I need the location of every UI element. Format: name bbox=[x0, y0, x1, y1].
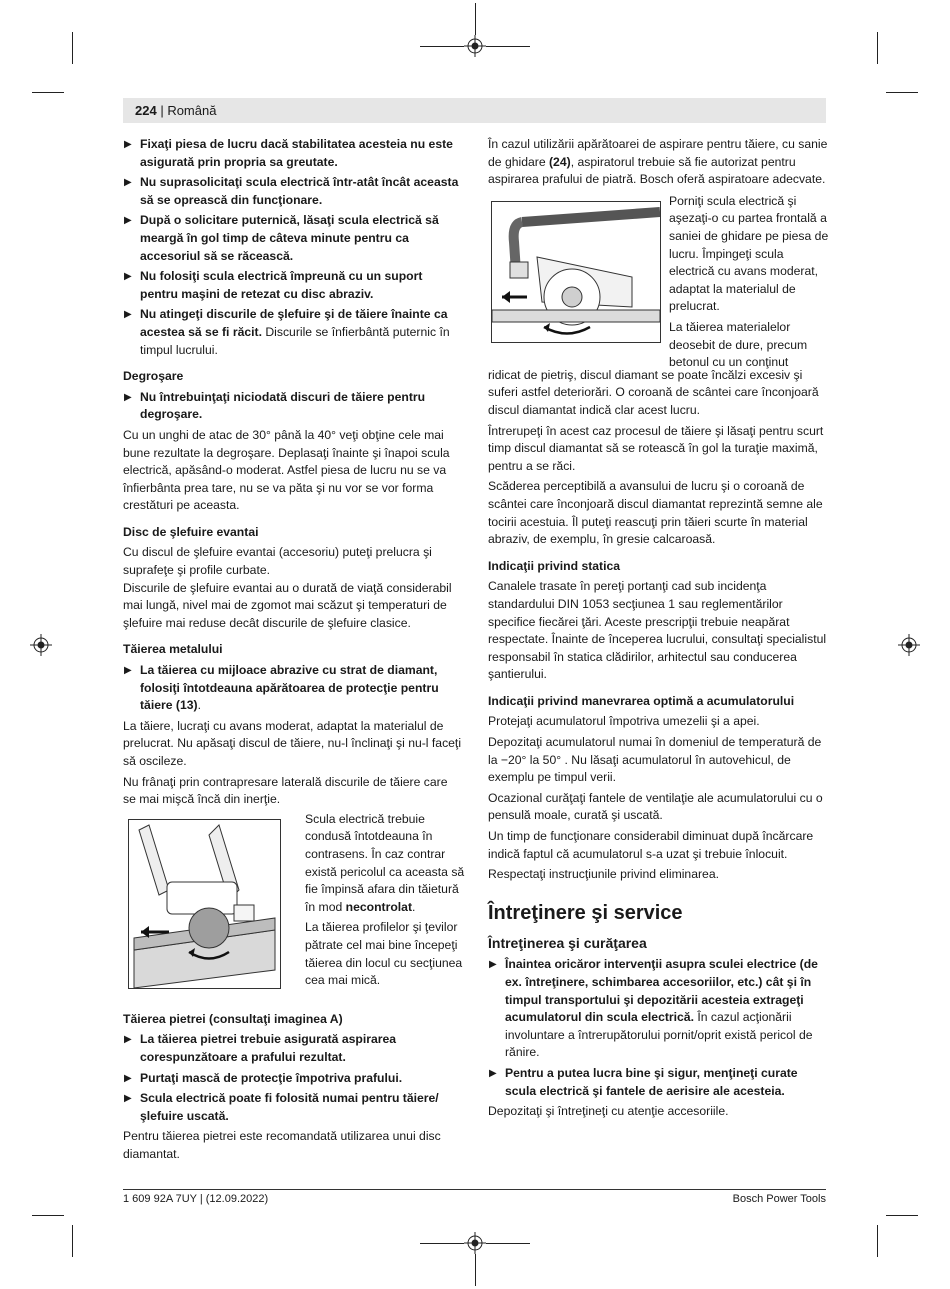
safety-bullet: ▶ Nu folosiţi scula electrică împreună cu un suport pentru maşini de retezat cu disc abraziv. bbox=[124, 269, 423, 301]
right-column bbox=[488, 136, 828, 1124]
section-heading-metal: Tăierea metalului bbox=[123, 642, 223, 657]
paragraph: Canalele trasate în pereţi portanţi cad sub incidenţa standardului DIN 1053 secţiunea 1 sau reglementărilor specifice fiecărei ţări. Aceste prescripţii trebuie neapărat respectate. Înainte de începerea lucrului, consultaţi specialistul responsabil în statica clădirilor, arhitectul sau conducerea şantierului. bbox=[488, 579, 827, 682]
crop-mark bbox=[886, 92, 918, 93]
paragraph: În cazul utilizării apărătoarei de aspirare pentru tăiere, cu sanie de ghidare (24), aspiratorul trebuie să fie autorizat pentru aspirarea prafului de piatră. Bosch oferă aspiratoare adecvate. bbox=[488, 137, 828, 187]
metal-figure-caption bbox=[305, 811, 465, 993]
crop-mark bbox=[886, 1215, 918, 1216]
paragraph: Protejaţi acumulatorul împotriva umezelii şi a apei. bbox=[488, 714, 760, 729]
stone-figure-caption bbox=[669, 193, 831, 375]
paragraph: Cu discul de şlefuire evantai (accesoriu) puteţi prelucra şi suprafeţe şi profile curbate. bbox=[123, 545, 432, 578]
page-language: Română bbox=[167, 103, 217, 118]
paragraph: Nu frânaţi prin contrapresare laterală discurile de tăiere care se mai mişcă încă din inerţie. bbox=[123, 774, 448, 807]
crop-mark bbox=[877, 1225, 878, 1257]
page-header-bar bbox=[123, 98, 826, 123]
metal-cutting-illustration bbox=[128, 819, 281, 989]
page-header: 224 | Română bbox=[135, 103, 217, 118]
safety-bullet: ▶ Înaintea oricăror intervenţii asupra sculei electrice (de ex. întreţinere, schimbarea accesoriilor, etc.) cât şi în timpul transportului şi depozitării acesteia extrageţi acumulatorul din scula electrică. În cazul acţionării involuntare a întrerupătorului pornit/oprit există pericol de rănire. bbox=[489, 957, 818, 1060]
crop-mark bbox=[486, 1243, 530, 1244]
stone-cutting-illustration bbox=[491, 201, 661, 343]
paragraph: Un timp de funcţionare considerabil diminuat după încărcare indică faptul că acumulatorul s-a uzat şi trebuie înlocuit. bbox=[488, 829, 814, 861]
paragraph: Depozitaţi şi întreţineţi cu atenţie accesoriile. bbox=[488, 1104, 729, 1119]
paragraph: Scăderea perceptibilă a avansului de lucru şi o coroană de scântei care înconjoară discul diamantat reprezintă semne ale tocirii acestuia. Îl puteţi reascuţi prin tăieri scurte în material abraziv, de exemplu, în gresie calcaroasă. bbox=[488, 479, 823, 547]
paragraph: Scula electrică trebuie condusă întotdeauna în contrasens. În caz contrar există pericolul ca aceasta să fie împinsă afara din tăietură în mod necontrolat. bbox=[305, 811, 465, 914]
safety-bullet: ▶ Purtaţi mască de protecţie împotriva prafului. bbox=[124, 1070, 403, 1085]
section-heading-cleaning: Întreţinerea şi curăţarea bbox=[488, 934, 647, 951]
paragraph: La tăierea materialelor deosebit de dure, precum betonul cu un conţinut bbox=[669, 319, 808, 370]
paragraph: La tăierea profilelor şi ţevilor pătrate cel mai bine începeţi tăierea din locul cu secţiunea cea mai mică. bbox=[305, 920, 463, 988]
section-heading-piatra: Tăierea pietrei (consultaţi imaginea A) bbox=[123, 1011, 343, 1026]
crop-mark bbox=[486, 46, 530, 47]
paragraph: Pentru tăierea pietrei este recomandată utilizarea unui disc diamantat. bbox=[123, 1129, 441, 1161]
registration-mark-icon bbox=[898, 634, 920, 656]
crop-mark bbox=[32, 1215, 64, 1216]
section-heading-acumulator: Indicaţii privind manevrarea optimă a acumulatorului bbox=[488, 693, 795, 708]
crop-mark bbox=[475, 1254, 476, 1286]
stone-cutting-figure-block bbox=[488, 193, 829, 370]
paragraph: Respectaţi instrucţiunile privind eliminarea. bbox=[488, 867, 719, 882]
crop-mark bbox=[475, 3, 476, 35]
safety-bullet: ▶ Fixaţi piesa de lucru dacă stabilitatea acesteia nu este asigurată prin propria sa greutate. bbox=[124, 137, 453, 169]
paragraph: ridicat de pietriş, discul diamant se poate încălzi excesiv şi suferi astfel deteriorări. O coroană de scântei care înconjoară discul diamantat indică clar acest lucru. bbox=[488, 367, 819, 417]
crop-mark bbox=[420, 1243, 464, 1244]
paragraph: Discurile de şlefuire evantai au o durată de viaţă considerabil mai lungă, nivel mai de zgomot mai scăzut şi temperaturi de şlefuire mai reduse decât discurile de şlefuire clasice. bbox=[123, 580, 452, 630]
safety-bullet: ▶ Pentru a putea lucra bine şi sigur, menţineţi curate scula electrică şi fantele de aerisire ale acesteia. bbox=[489, 1065, 798, 1098]
footer-doc-id: 1 609 92A 7UY | (12.09.2022) bbox=[123, 1193, 269, 1205]
chapter-title-service: Întreţinere şi service bbox=[488, 901, 683, 924]
section-heading-statica: Indicaţii privind statica bbox=[488, 558, 621, 573]
metal-cutting-figure-block bbox=[123, 811, 465, 1011]
safety-bullet: ▶ La tăierea cu mijloace abrazive cu strat de diamant, folosiţi întotdeauna apărătoarea de protecţie pentru tăiere (13). bbox=[124, 663, 439, 713]
registration-mark-icon bbox=[30, 634, 52, 656]
crop-mark bbox=[72, 1225, 73, 1257]
paragraph: Ocazional curăţaţi fantele de ventilaţie ale acumulatorului cu o pensulă moale, curată şi uscată. bbox=[488, 790, 823, 823]
left-column bbox=[123, 136, 463, 1167]
page-number: 224 bbox=[135, 103, 157, 118]
crop-mark bbox=[72, 32, 73, 64]
paragraph: Întrerupeţi în acest caz procesul de tăiere şi lăsaţi pentru scurt timp discul diamantat să se rotească în gol la turaţie maximă, pentru a se răci. bbox=[488, 423, 824, 473]
safety-bullet: ▶ După o solicitare puternică, lăsaţi scula electrică să meargă în gol timp de câteva minute pentru ca accesoriul să se răcească. bbox=[124, 213, 439, 263]
footer-divider bbox=[123, 1189, 826, 1190]
footer-brand: Bosch Power Tools bbox=[732, 1193, 826, 1205]
registration-mark-icon bbox=[464, 1232, 486, 1254]
safety-bullet: ▶ Nu atingeţi discurile de şlefuire şi de tăiere înainte ca acestea să se fi răcit. Discurile se înfierbântă puternic în timpul lucrului. bbox=[124, 307, 450, 357]
section-heading-evantai: Disc de şlefuire evantai bbox=[123, 524, 259, 539]
crop-mark bbox=[32, 92, 64, 93]
safety-bullet: ▶ Scula electrică poate fi folosită numai pentru tăiere/ şlefuire uscată. bbox=[124, 1091, 439, 1123]
section-heading-degrosare: Degroşare bbox=[123, 369, 184, 384]
crop-mark bbox=[420, 46, 464, 47]
registration-mark-icon bbox=[464, 35, 486, 57]
paragraph: Cu un unghi de atac de 30° până la 40° veţi obţine cele mai bune rezultate la degroşare. Deplasaţi înainte şi înapoi scula electrică, apăsând-o moderat. Astfel piesa de lucru nu se va înfierbânta prea tare, nu se va păta şi nu vor se vor forma crestături pe aceasta. bbox=[123, 427, 450, 513]
crop-mark bbox=[877, 32, 878, 64]
safety-bullet: ▶ Nu întrebuinţaţi niciodată discuri de tăiere pentru degroşare. bbox=[124, 389, 426, 422]
paragraph: La tăiere, lucraţi cu avans moderat, adaptat la materialul de prelucrat. Nu apăsaţi discul de tăiere, nu-l înclinaţi şi nu-l faceţi să oscileze. bbox=[123, 718, 462, 768]
paragraph: Porniţi scula electrică şi aşezaţi-o cu partea frontală a saniei de ghidare pe piesa de lucru. Împingeţi scula electrică cu avans moderat, adaptat la materialul de prelucrat. bbox=[669, 193, 829, 314]
safety-bullet: ▶ Nu suprasolicitaţi scula electrică într-atât încât aceasta să se oprească din funcţionare. bbox=[124, 175, 459, 207]
paragraph: Depozitaţi acumulatorul numai în domeniul de temperatură de la −20° la 50° . Nu lăsaţi acumulatorul în autovehicul, de exemplu pe timpul verii. bbox=[488, 735, 822, 785]
safety-bullet: ▶ La tăierea pietrei trebuie asigurată aspirarea corespunzătoare a prafului rezultat. bbox=[124, 1032, 397, 1064]
